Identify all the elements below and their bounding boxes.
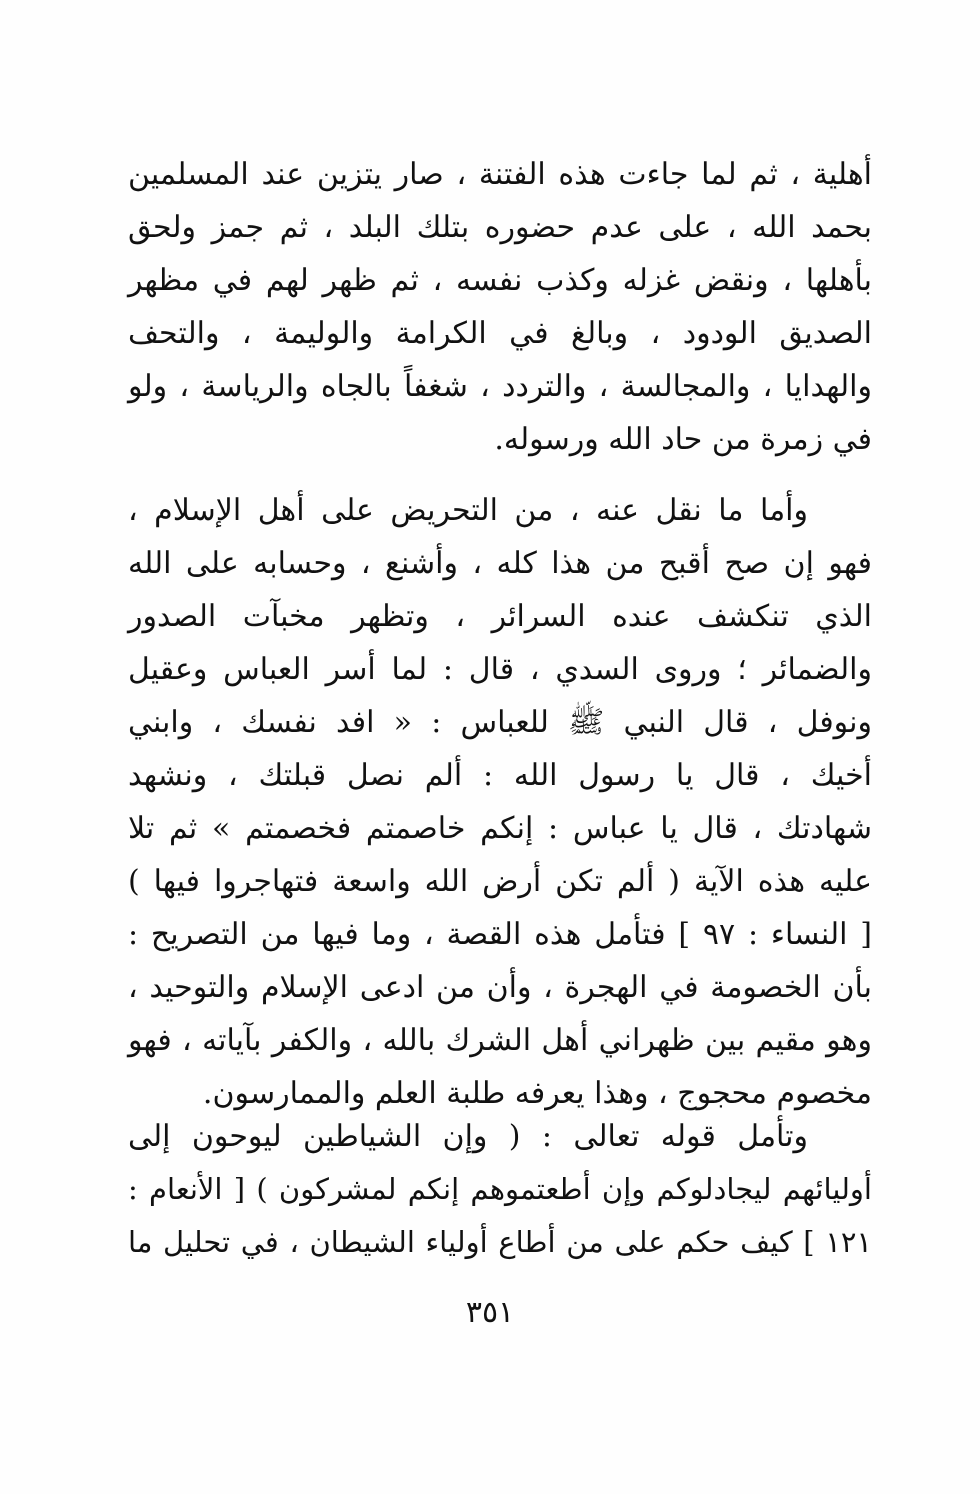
text-line: بحمد الله ، على عدم حضوره بتلك البلد ، ثم جمز ولحق: [128, 210, 872, 245]
text-line: [ النساء : ٩٧ ] فتأمل هذه القصة ، وما فيها من التصريح :: [128, 917, 872, 952]
page-number: ٣٥١: [465, 1295, 515, 1330]
text-line: وأما ما نقل عنه ، من التحريض على أهل الإسلام ،: [128, 493, 808, 528]
paragraph-2: [128, 484, 872, 1120]
text-line: أهلية ، ثم لما جاءت هذه الفتنة ، صار يتزين عند المسلمين: [128, 157, 872, 192]
paragraph-1: [128, 148, 872, 466]
text-line: في زمرة من حاد الله ورسوله.: [494, 422, 872, 457]
text-line: الذي تنكشف عنده السرائر ، وتظهر مخبآت الصدور: [128, 599, 872, 634]
text-line: الصديق الودود ، وبالغ في الكرامة والوليمة ، والتحف: [128, 316, 872, 351]
text-line: عليه هذه الآية ( ألم تكن أرض الله واسعة فتهاجروا فيها ): [128, 864, 872, 899]
text-line: بأن الخصومة في الهجرة ، وأن من ادعى الإسلام والتوحيد ،: [128, 970, 872, 1005]
text-line: والضمائر ؛ وروى السدي ، قال : لما أسر العباس وعقيل: [128, 652, 872, 687]
text-line: أوليائهم ليجادلوكم وإن أطعتموهم إنكم لمشركون ) [ الأنعام :: [128, 1172, 872, 1206]
text-line: فهو إن صح أقبح من هذا كله ، وأشنع ، وحسابه على الله: [128, 546, 872, 581]
text-line: مخصوم محجوج ، وهذا يعرفه طلبة العلم والممارسون.: [202, 1076, 872, 1111]
paragraph-3: [128, 1110, 872, 1269]
text-line: ونوفل ، قال النبي ﷺ للعباس : « افد نفسك ، وابني: [128, 705, 872, 740]
text-line: أخيك ، قال يا رسول الله : ألم نصل قبلتك ، ونشهد: [128, 758, 872, 793]
text-line: شهادتك ، قال يا عباس : إنكم خاصمتم فخصمتم » ثم تلا: [128, 811, 872, 846]
text-line: والهدايا ، والمجالسة ، والتردد ، شغفاً بالجاه والرياسة ، ولو: [128, 369, 872, 404]
text-line: بأهلها ، ونقض غزله وكذب نفسه ، ثم ظهر لهم في مظهر: [128, 263, 872, 298]
text-line: ١٢١ ] كيف حكم على من أطاع أولياء الشيطان ، في تحليل ما: [128, 1225, 872, 1259]
text-line: وتأمل قوله تعالى : ( وإن الشياطين ليوحون إلى: [128, 1119, 808, 1154]
text-line: وهو مقيم بين ظهراني أهل الشرك بالله ، والكفر بآياته ، فهو: [128, 1023, 872, 1058]
